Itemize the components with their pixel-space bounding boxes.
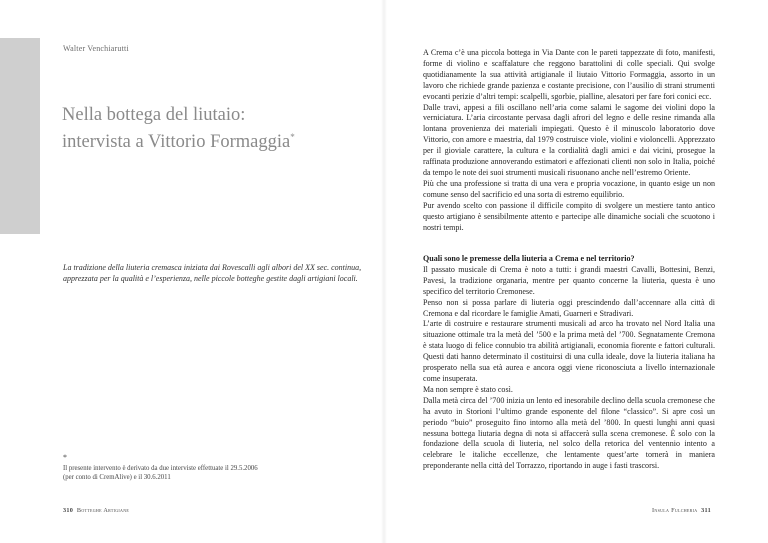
article-subtitle: La tradizione della liuteria cremasca iniziata dai Rovescalli agli albori del XX sec. continua, apprezzata per la qualità e l’esperienza, nelle piccole botteghe gestite dagli artigiani locali. [63,263,362,283]
footnote [63,453,363,482]
title-line-2: intervista a Vittorio Formaggia [62,132,291,153]
interview-text-column [423,254,715,472]
right-page-number: 311 [701,507,711,514]
answer-paragraph: Il passato musicale di Crema è noto a tutti: i grandi maestri Cavalli, Bottesini, Benzi, Pavesi, la tradizione organaria, mentre per quanto concerne la liuteria, questa è uno specifico del territorio Cremonese. [423,264,715,296]
author-name: Walter Venchiarutti [63,44,129,53]
left-folio [63,507,129,514]
intro-text-column [423,48,715,233]
footnote-line-1: Il presente intervento è derivato da due interviste effettuate il 29.5.2006 [63,465,258,472]
intro-paragraph: A Crema c’è una piccola bottega in Via Dante con le pareti tappezzate di foto, manifesti, forme di violino e scaffalature che reggono barattolini di colle speciali. Qui svolge quotidianamente la sua attività artigianale il liutaio Vittorio Formaggia, assorto in un lavoro che richiede grande pazienza e costante precisione, con l’ausilio di strani strumenti evocanti perizie d’altri tempi: scalpelli, sgorbie, pialline, alesatori per fare fori conici ecc. [423,48,715,101]
intro-paragraph: Pur avendo scelto con passione il difficile compito di svolgere un mestiere tanto antico questo artigiano è sensibilmente attento e partecipe alle dinamiche sociali che scuotono i nostri tempi. [423,200,715,232]
page-gutter [381,0,387,543]
footnote-line-2: (per conto di CremAlive) e il 30.6.2011 [63,474,171,481]
answer-paragraph: Penso non si possa parlare di liuteria oggi prescindendo dall’accennare alla città di Cremona e dal ricordare le famiglie Amati, Guarneri e Stradivari. [423,297,715,318]
interview-question: Quali sono le premesse della liuteria a Crema e nel territorio? [423,254,635,263]
intro-paragraph: Dalle travi, appesi a fili oscillano nell’aria come salami le sagome dei violini dopo la verniciatura. L’aria circostante pervasa dagli afrori del legno e delle resine rimanda alla lontana provenienza dei materiali impiegati. Questo è il minuscolo laboratorio dove Vittorio, con amore e maestria, dal 1979 costruisce viole, violini e violoncelli. Apprezzato per il gioviale carattere, la cultura e la cordialità dagli amici e dai vicini, prosegue la raffinata produzione annoverando estimatori e affezionati clienti non solo in Italia, poiché da tempo le note dei suoi strumenti musicali risuonano anche nell’estremo Oriente. [423,102,715,177]
answer-paragraph: Ma non sempre è stato così. [423,384,513,394]
answer-paragraph: L’arte di costruire e restaurare strumenti musicali ad arco ha trovato nel Nord Italia una situazione ottimale tra la metà del ’500 e la prima metà del ’700. Segnatamente Cremona è stata luogo di felice connubio tra abilità artigianali, economia fiorente e fattori culturali. Questi dati hanno determinato il costituirsi di una culla ideale, dove la liuteria italiana ha prosperato nella sua età aurea e ancora oggi viene riconosciuta a livello internazionale come insuperata. [423,319,715,383]
right-folio [652,507,711,514]
answer-paragraph: Dalla metà circa del ’700 inizia un lento ed inesorabile declino della scuola cremonese che ha avuto in Storioni l’ultimo grande esponente del filone “classico”. Si apre così un periodo “buio” proseguito fino intorno alla metà del ’800. In questi lunghi anni quasi nessuna bottega liutaria degna di nota si affaccerà sulla scena cremonese. È solo con la fondazione della scuola di liuteria, nel solco della retorica del ventennio intento a celebrare le italiche eccellenze, che lentamente quest’arte tornerà in maniera preponderante nella città del Torrazzo, riportando in auge i fasti trascorsi. [423,395,715,471]
intro-paragraph: Più che una professione si tratta di una vera e propria vocazione, in quanto esige un non comune senso del sacrificio ed una sorta di estremo equilibrio. [423,178,715,199]
article-title [62,104,372,153]
right-running-head: Insula Fulcheria [652,507,698,514]
footnote-mark: * [63,453,67,462]
title-footnote-mark: * [290,132,295,142]
decorative-grey-band [0,38,40,234]
title-line-1: Nella bottega del liutaio: [62,105,246,125]
left-page-number: 310 [63,507,74,514]
left-running-head: Botteghe Artigiane [76,507,130,514]
